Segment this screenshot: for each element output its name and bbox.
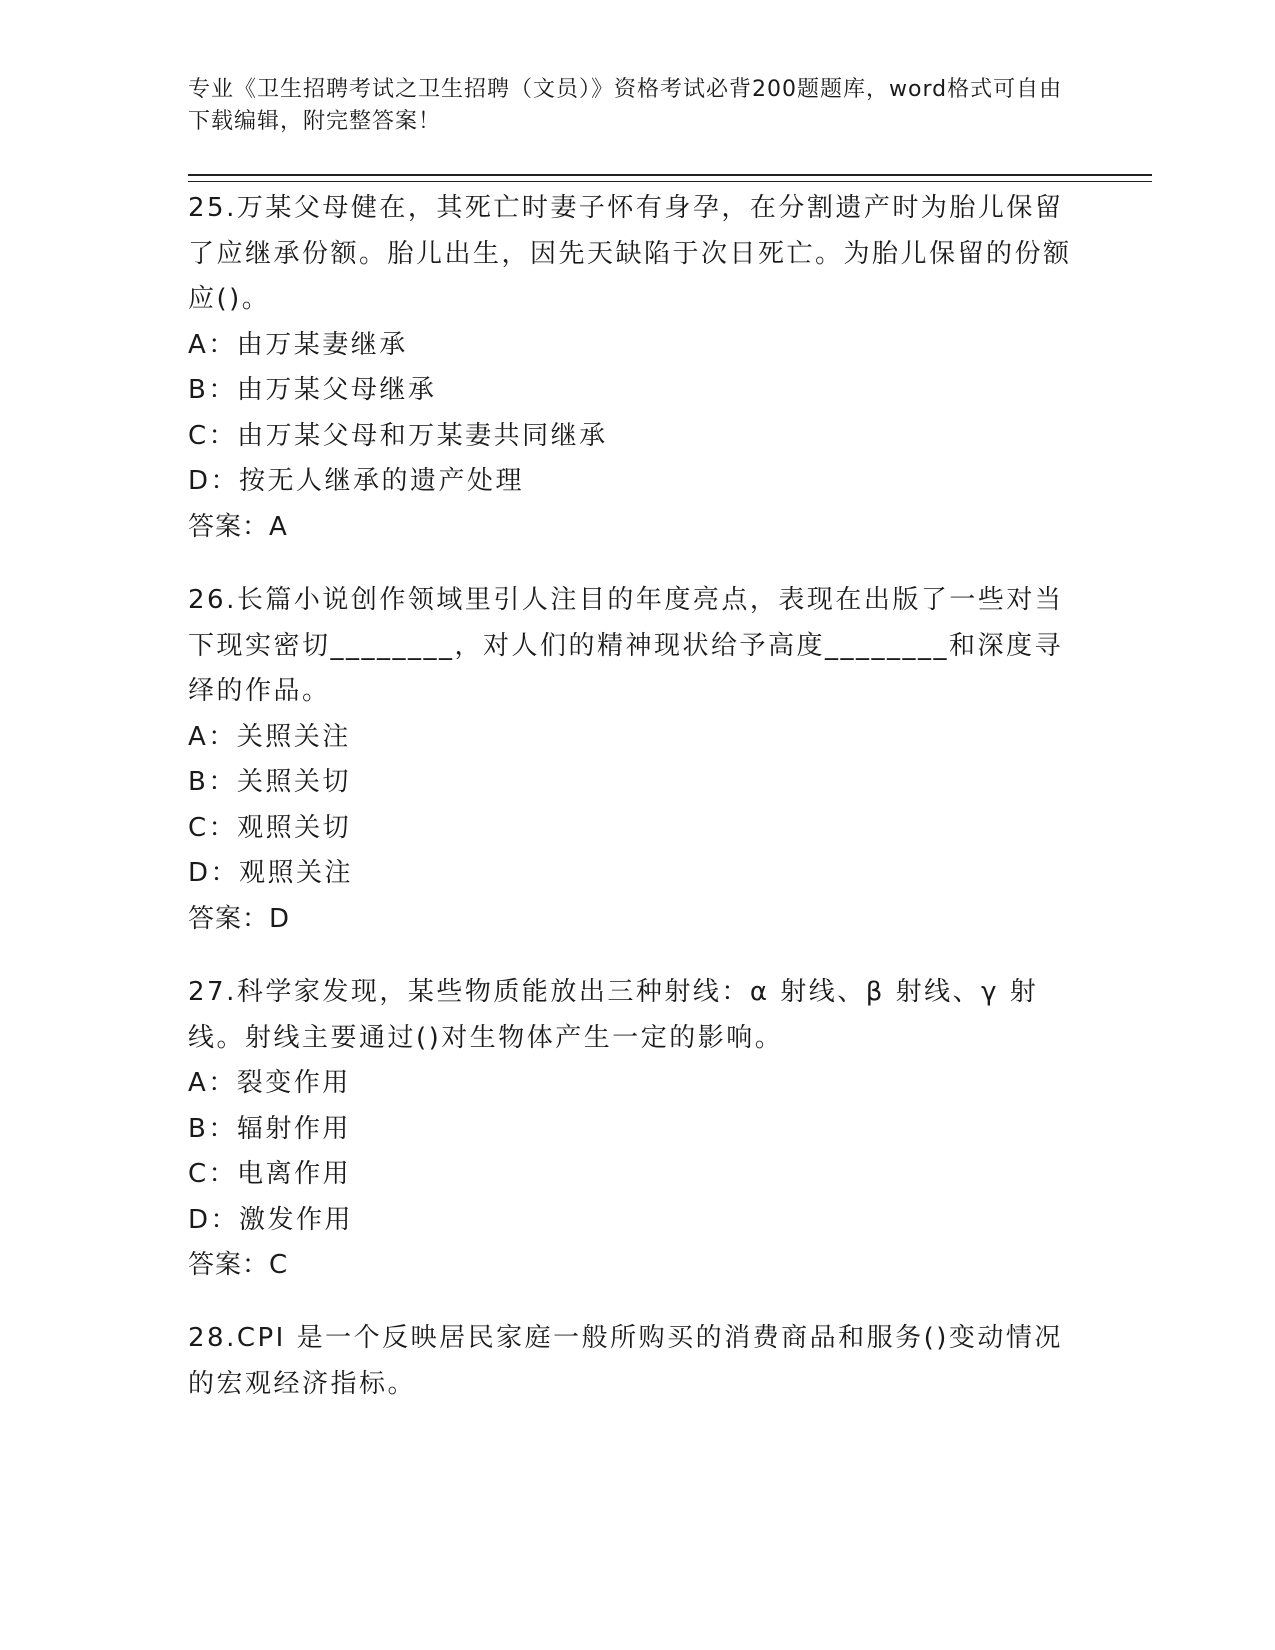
answer: 答案：A — [188, 511, 288, 542]
question-stem: 28.CPI 是一个反映居民家庭一般所购买的消费商品和服务()变动情况的宏观经济指标。 — [188, 1323, 1063, 1399]
document-header: 专业《卫生招聘考试之卫生招聘（文员）》资格考试必背200题题库，word格式可自由下载编辑，附完整答案！ — [188, 77, 1063, 134]
option-c: C：由万某父母和万某妻共同继承 — [188, 420, 608, 451]
question-28 — [188, 1316, 1088, 1407]
header-rule-thin — [188, 181, 1152, 182]
option-c: C：观照关切 — [188, 812, 352, 843]
option-d: D：观照关注 — [188, 858, 354, 888]
question-stem: 26.长篇小说创作领域里引人注目的年度亮点，表现在出版了一些对当下现实密切________，对人们的精神现状给予高度________和深度寻绎的作品。 — [188, 585, 1064, 706]
question-25 — [188, 186, 1088, 550]
option-d: D：激发作用 — [188, 1204, 354, 1235]
question-27 — [188, 970, 1088, 1289]
answer: 答案：C — [188, 1250, 289, 1280]
option-b: B：关照关切 — [188, 767, 351, 797]
option-c: C：电离作用 — [188, 1159, 352, 1189]
option-a: A：由万某妻继承 — [188, 329, 408, 360]
option-d: D：按无人继承的遗产处理 — [188, 466, 525, 496]
question-stem: 25.万某父母健在，其死亡时妻子怀有身孕，在分割遗产时为胎儿保留了应继承份额。胎儿出生，因先天缺陷于次日死亡。为胎儿保留的份额应()。 — [188, 193, 1072, 314]
question-26 — [188, 578, 1088, 942]
option-a: A：关照关注 — [188, 721, 351, 752]
question-stem: 27.科学家发现，某些物质能放出三种射线：α 射线、β 射线、γ 射线。射线主要通过()对生物体产生一定的影响。 — [188, 977, 1039, 1053]
option-b: B：辐射作用 — [188, 1113, 351, 1144]
option-a: A：裂变作用 — [188, 1068, 351, 1098]
header-rule-thick — [188, 174, 1152, 176]
option-b: B：由万某父母继承 — [188, 375, 437, 405]
answer: 答案：D — [188, 903, 291, 934]
